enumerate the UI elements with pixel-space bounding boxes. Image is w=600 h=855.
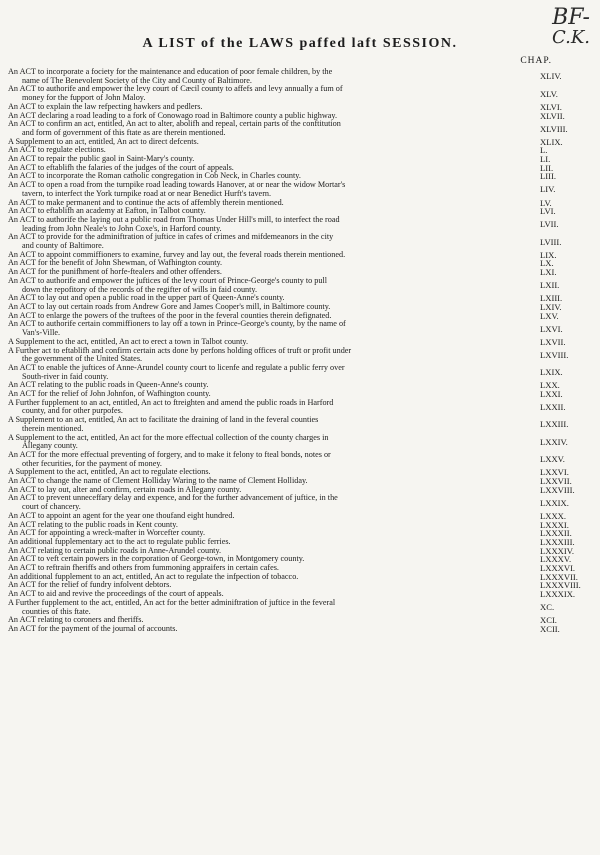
law-entry-text — [0, 547, 538, 556]
law-entry — [0, 103, 600, 112]
law-entry — [0, 303, 600, 312]
law-entry — [0, 590, 600, 599]
law-title-line: An ACT to eftablifh the falaries of the judges of the court of appeals. — [8, 163, 234, 172]
chapter-number: LXXXVII. — [540, 571, 578, 582]
law-entry-text — [0, 251, 538, 260]
law-entry — [0, 390, 600, 399]
law-title-continuation: down the repofitory of the records of the regifter of wills in faid county. — [22, 285, 258, 294]
law-entry — [0, 320, 600, 337]
law-entry-text — [0, 538, 538, 547]
law-title-line: An ACT to appoint an agent for the year one thoufand eight hundred. — [8, 511, 235, 520]
chapter-number: LXV. — [540, 310, 559, 321]
page-title: A LIST of the LAWS paffed laft SESSION. — [142, 36, 458, 51]
law-entry-text — [0, 320, 538, 337]
law-title-line: An ACT to change the name of Clement Holliday Waring to the name of Clement Holliday. — [8, 477, 308, 486]
law-entry — [0, 138, 600, 147]
law-title-continuation: leading from John Neale's to John Coxe's, in Harford county. — [22, 224, 222, 233]
law-title-line: An ACT to lay out and open a public road in the upper part of Queen-Anne's county. — [8, 294, 285, 303]
law-entry — [0, 207, 600, 216]
law-entry-text — [0, 555, 538, 564]
law-entry-text — [0, 172, 538, 181]
law-entry-text — [0, 216, 538, 233]
law-title-line: An ACT to open a road from the turnpike road leading towards Hanover, at or near the widow Mortar's — [8, 181, 346, 190]
chapter-number: LXXXI. — [540, 519, 569, 530]
law-title-line: An ACT for the relief of fundry infolvent debtors. — [8, 581, 172, 590]
law-title-line: An ACT to authorife certain commiffioners to lay off a town in Prince-George's county, by the name of — [8, 320, 346, 329]
chapter-number: LXXI. — [540, 389, 563, 400]
law-title-line: An ACT to prevent unneceffary delay and expence, and for the further advancement of juftice, in the — [8, 494, 338, 503]
annotation-line-2: C.K. — [551, 27, 590, 49]
law-title-line: An ACT to enable the juftices of Anne-Arundel county court to licenfe and regulate a public ferry over — [8, 363, 345, 372]
law-entry — [0, 616, 600, 625]
law-title-line: An ACT to authorife and empower the juftices of the levy court of Prince-George's county to pull — [8, 276, 328, 285]
chapter-number: LXXXV. — [540, 554, 572, 565]
law-title-line: An additional fupplementary act to the act to regulate public ferries. — [8, 537, 231, 546]
chapter-number: LIII. — [540, 171, 556, 182]
chapter-number: LXIV. — [540, 301, 562, 312]
law-title-continuation: county, and for other purpofes. — [22, 407, 123, 416]
annotation-line-1: BF- — [552, 5, 590, 30]
chapter-number: XCI. — [540, 615, 557, 626]
law-title-continuation: and form of government of this ftate as are therein mentioned. — [22, 128, 226, 137]
chapter-number: LVI. — [540, 206, 556, 217]
law-title-line: An ACT to aid and revive the proceedings of the court of appeals. — [8, 590, 224, 599]
law-title-continuation: tavern, to interfect the York turnpike road at or near Benedict Hurft's tavern. — [22, 189, 272, 198]
law-entry-text — [0, 103, 538, 112]
law-title-line: An ACT to confirm an act, entitled, An act to alter, abolifh and repeal, certain parts of the conftitution — [8, 120, 341, 129]
law-title-line: An ACT to veft certain powers in the corporation of George-town, in Montgomery county. — [8, 555, 305, 564]
law-title-continuation: the government of the United States. — [22, 355, 143, 364]
law-title-line: An ACT to make permanent and to continue the acts of affembly therein mentioned. — [8, 198, 284, 207]
law-entry — [0, 233, 600, 250]
law-entry — [0, 399, 600, 416]
law-title-line: An ACT to incorporate a fociety for the maintenance and education of poor female children, by the — [8, 68, 333, 76]
chapter-number: LXXX. — [540, 510, 567, 521]
law-entry-text — [0, 477, 538, 486]
law-title-line: An ACT to appoint commiffioners to examine, furvey and lay out, the feveral roads therein mentioned. — [8, 250, 346, 259]
chapter-number: LIX. — [540, 249, 557, 260]
law-title-continuation: Van's-Ville. — [22, 329, 61, 338]
law-entry — [0, 581, 600, 590]
law-title-line: An ACT for the benefit of John Shewman, of Wafhington county. — [8, 259, 223, 268]
law-entry — [0, 416, 600, 433]
chapter-number: LXIII. — [540, 293, 563, 304]
law-list — [0, 68, 600, 634]
chapter-number: LXII. — [540, 280, 560, 291]
chapter-number: LV. — [540, 197, 552, 208]
law-title-line: An ACT for the punifhment of horfe-ftealers and other offenders. — [8, 268, 222, 277]
law-title-continuation: and county of Baltimore. — [22, 242, 104, 251]
law-entry — [0, 312, 600, 321]
law-entry-text — [0, 146, 538, 155]
law-entry-text — [0, 347, 538, 364]
law-title-line: An ACT to authorife the laying out a public road from Thomas Under Hill's mill, to interfect the road — [8, 215, 340, 224]
chapter-number: LVII. — [540, 219, 559, 230]
chapter-number: LIV. — [540, 184, 556, 195]
law-entry-text — [0, 512, 538, 521]
law-entry-text — [0, 233, 538, 250]
law-title-line: A Further fupplement to an act, entitled, An act to ftreighten and amend the public roads in Harford — [8, 398, 334, 407]
law-entry — [0, 68, 600, 85]
law-entry-text — [0, 564, 538, 573]
chapter-number: LXXVI. — [540, 467, 569, 478]
chapter-number: LXVII. — [540, 336, 566, 347]
law-entry-text — [0, 268, 538, 277]
law-entry-text — [0, 416, 538, 433]
law-entry — [0, 112, 600, 121]
law-title-line: An ACT for appointing a wreck-mafter in Worcefter county. — [8, 529, 205, 538]
chapter-number: XC. — [540, 602, 555, 613]
law-title-line: An ACT to authorife and empower the levy court of Cæcil county to affefs and levy annually a fum of — [8, 85, 343, 94]
law-entry — [0, 381, 600, 390]
chapter-number: LI. — [540, 154, 551, 165]
chapter-number: XLVII. — [540, 110, 565, 121]
law-title-line: An ACT relating to coroners and fheriffs. — [8, 616, 144, 625]
law-entry — [0, 512, 600, 521]
law-title-line: An ACT to provide for the adminiftration of juftice in cafes of crimes and mifdemeanors in the city — [8, 233, 334, 242]
law-entry-text — [0, 138, 538, 147]
law-title-line: An ACT to eftablifh an academy at Eafton, in Talbot county. — [8, 207, 206, 216]
law-entry-text — [0, 390, 538, 399]
law-title-line: An ACT for the relief of John Johnfon, of Wafhington county. — [8, 390, 211, 399]
chapter-number: LVIII. — [540, 236, 562, 247]
law-entry — [0, 172, 600, 181]
law-entry-text — [0, 277, 538, 294]
law-title-continuation: court of chancery. — [22, 503, 81, 512]
law-title-line: An ACT to incorporate the Roman catholic congregation in Cob Neck, in Charles county. — [8, 172, 301, 181]
law-entry — [0, 599, 600, 616]
law-entry-text — [0, 529, 538, 538]
law-title-line: An ACT for the more effectual preventing of forgery, and to make it felony to fteal bonds, notes or — [8, 450, 331, 459]
law-entry — [0, 164, 600, 173]
law-entry — [0, 155, 600, 164]
law-entry — [0, 625, 600, 634]
chapter-number: LX. — [540, 258, 554, 269]
law-entry-text — [0, 381, 538, 390]
law-title-line: A Supplement to an act, entitled, An act to direct defcents. — [8, 137, 199, 146]
law-title-line: An ACT relating to the public roads in Queen-Anne's county. — [8, 381, 209, 390]
chapter-number: LXXXIV. — [540, 545, 574, 556]
law-title-line: An ACT relating to the public roads in Kent county. — [8, 520, 178, 529]
chapter-number: XLVIII. — [540, 123, 568, 134]
chapter-number: LXI. — [540, 267, 557, 278]
law-entry-text — [0, 164, 538, 173]
chapter-number: XLV. — [540, 88, 558, 99]
law-entry — [0, 268, 600, 277]
law-title-line: An ACT for the payment of the journal of accounts. — [8, 625, 178, 633]
law-entry — [0, 477, 600, 486]
chapter-number: LXXIV. — [540, 436, 568, 447]
law-entry-text — [0, 112, 538, 121]
chapter-number: XLIX. — [540, 136, 563, 147]
law-entry-text — [0, 616, 538, 625]
chapter-number: LXXVIII. — [540, 484, 575, 495]
law-title-continuation: counties of this ftate. — [22, 607, 91, 616]
chapter-number: LII. — [540, 162, 554, 173]
law-title-continuation: South-river in faid county. — [22, 372, 109, 381]
law-title-continuation: Allegany county. — [22, 442, 78, 451]
law-title-line: An ACT to explain the law refpecting hawkers and pedlers. — [8, 102, 203, 111]
law-entry — [0, 85, 600, 102]
law-entry — [0, 259, 600, 268]
law-entry — [0, 529, 600, 538]
chapter-number: XCII. — [540, 624, 560, 634]
law-entry-text — [0, 294, 538, 303]
law-entry — [0, 538, 600, 547]
law-entry-text — [0, 468, 538, 477]
law-title-line: An ACT to repair the public gaol in Saint-Mary's county. — [8, 155, 195, 164]
law-title-line: A Supplement to the act, entitled, An act to erect a town in Talbot county. — [8, 337, 248, 346]
law-entry-text — [0, 68, 538, 85]
law-entry — [0, 120, 600, 137]
chapter-number: LXVIII. — [540, 349, 569, 360]
law-entry — [0, 251, 600, 260]
law-title-line: An ACT declaring a road leading to a fork of Conowago road in Baltimore county a public highway. — [8, 111, 338, 120]
chapter-number: LXXIX. — [540, 497, 569, 508]
law-entry — [0, 181, 600, 198]
law-title-continuation: therein mentioned. — [22, 424, 84, 433]
chapter-number: LXVI. — [540, 323, 563, 334]
chapter-number: LXXXVI. — [540, 563, 576, 574]
law-entry-text — [0, 120, 538, 137]
chapter-number: LXXXII. — [540, 528, 572, 539]
law-entry — [0, 146, 600, 155]
law-title-line: An ACT to regulate elections. — [8, 146, 106, 155]
law-entry-text — [0, 181, 538, 198]
law-entry — [0, 216, 600, 233]
law-entry-text — [0, 199, 538, 208]
law-entry-text — [0, 259, 538, 268]
chapter-number: LXXIII. — [540, 419, 569, 430]
chapter-number: LXXII. — [540, 402, 566, 413]
law-entry — [0, 486, 600, 495]
law-entry-text — [0, 599, 538, 616]
law-entry-text — [0, 85, 538, 102]
law-title-line: An ACT to lay out, alter and confirm, certain roads in Allegany county. — [8, 485, 242, 494]
law-entry — [0, 199, 600, 208]
chapter-number: LXXXIX. — [540, 589, 576, 600]
chapter-number: LXXXIII. — [540, 536, 575, 547]
law-entry — [0, 494, 600, 511]
chapter-number: LXX. — [540, 380, 560, 391]
law-entry — [0, 547, 600, 556]
law-title-continuation: money for the fupport of John Maloy. — [22, 94, 146, 103]
law-title-continuation: other fecurities, for the payment of money. — [22, 459, 162, 468]
law-title-line: A Further act to eftablifh and confirm certain acts done by perfons holding offices of truft or profit under — [8, 346, 352, 355]
chapter-number: LXXVII. — [540, 476, 572, 487]
law-entry-text — [0, 434, 538, 451]
law-entry — [0, 277, 600, 294]
law-entry-text — [0, 312, 538, 321]
chapter-number: LXXV. — [540, 454, 565, 465]
law-entry-text — [0, 590, 538, 599]
law-title-continuation: name of The Benevolent Society of the City and County of Baltimore. — [22, 76, 252, 85]
law-entry — [0, 451, 600, 468]
law-title-line: An ACT relating to certain public roads in Anne-Arundel county. — [8, 546, 222, 555]
law-entry — [0, 564, 600, 573]
law-entry-text — [0, 155, 538, 164]
law-title-line: A Supplement to the act, entitled, An act for the more effectual collection of the county charges in — [8, 433, 329, 442]
law-entry-text — [0, 494, 538, 511]
law-entry-text — [0, 364, 538, 381]
chapter-column-heading: CHAP. — [520, 56, 552, 66]
law-entry-text — [0, 581, 538, 590]
chapter-number: XLIV. — [540, 71, 562, 82]
law-entry — [0, 294, 600, 303]
law-title-line: A Supplement to an act, entitled, An act to facilitate the draining of land in the feveral counties — [8, 416, 319, 425]
law-entry — [0, 338, 600, 347]
law-entry — [0, 364, 600, 381]
law-entry-text — [0, 521, 538, 530]
law-entry-text — [0, 399, 538, 416]
law-entry — [0, 573, 600, 582]
law-entry — [0, 555, 600, 564]
law-title-line: An ACT to reftrain fheriffs and others from fummoning appraifers in certain cafes. — [8, 564, 279, 573]
law-title-line: A Further fupplement to the act, entitled, An act for the better adminiftration of juftice in the feveral — [8, 598, 336, 607]
chapter-number: L. — [540, 145, 548, 156]
law-title-line: An ACT to enlarge the powers of the truftees of the poor in the feveral counties therein defignated. — [8, 311, 332, 320]
chapter-number: LXIX. — [540, 367, 563, 378]
law-title-line: An additional fupplement to an act, entitled, An act to regulate the infpection of tobacco. — [8, 572, 299, 581]
law-entry — [0, 434, 600, 451]
law-title-line: A Supplement to the act, entitled, An act to regulate elections. — [8, 468, 211, 477]
law-entry — [0, 521, 600, 530]
law-entry-text — [0, 486, 538, 495]
law-entry-text — [0, 451, 538, 468]
law-entry-text — [0, 573, 538, 582]
law-title-line: An ACT to lay out certain roads from Andrew Gore and James Cooper's mill, in Baltimore county. — [8, 302, 331, 311]
law-entry — [0, 468, 600, 477]
law-entry-text — [0, 303, 538, 312]
law-entry-text — [0, 338, 538, 347]
chapter-number: LXXXVIII. — [540, 580, 581, 591]
law-entry — [0, 347, 600, 364]
chapter-number: XLVI. — [540, 101, 562, 112]
law-entry-text — [0, 207, 538, 216]
law-entry-text — [0, 625, 538, 634]
